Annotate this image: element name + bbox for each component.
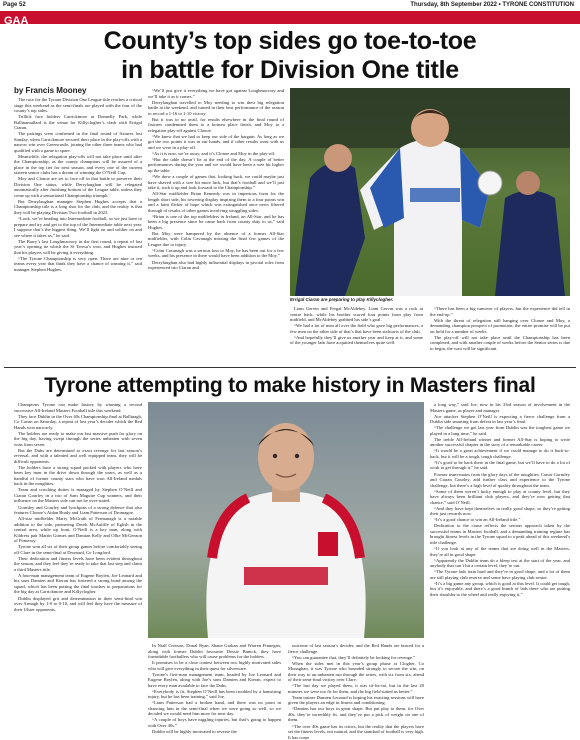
story1-column-4 (430, 306, 570, 363)
article-paragraph: The treble All-Ireland winner and former All-Star is hoping to write another successful chapter in the story of a remarkable career. (430, 436, 570, 448)
article-paragraph: “The challenge we got last year from Dublin was the toughest game we played in a long time,” he said. (430, 425, 570, 436)
article-paragraph: Tyrone’s first-man management team, headed by Joe Leonard and Eugene Boylen, along with Joe’s sons Damien and Kieran, expect to have every man available to face the Dubs. (148, 671, 281, 688)
article-paragraph: “We’ll just give it everything we have got against Loughmacrory and we’ll take it as it comes.” (148, 88, 284, 99)
article-paragraph: a long way,” said Joe, now in his 33rd season of involvement in the Masters game, as player and manager. (430, 402, 570, 413)
tyrone-player-photo (148, 402, 424, 638)
article-paragraph: In Niall Creeson, Donal Ryan, Shane Grahan and Warren Finnegan, along with former Dublin favourite Dessie Bunick, they have formidable footballers who will cause problems for the holders. (148, 643, 281, 659)
story1-column-1 (14, 97, 142, 363)
story1-headline (0, 27, 580, 85)
story2-column-3 (288, 643, 424, 740)
story2-column-4 (430, 402, 570, 733)
article-paragraph: “We had a lot of men all over the field who gave big performances, a few men on the other side of that’s that have been stalwarts of the club. (290, 323, 423, 334)
article-paragraph: The holders have a strong squad packed with players who have been key men in the drive down through the years, as well as a handful of former county stars who have won All-Ireland medals back in the noughties. (14, 464, 142, 487)
story2-headline: Tyrone attempting to make history in Masters final (44, 374, 536, 397)
article-paragraph: But it was to no avail, for results elsewhere in the final round of fixtures condemned them to a bottom place finish, and Moy to a relegation play-off against Clonoe. (148, 116, 284, 133)
issue-date: Thursday, 8th September 2022 • TYRONE CONSTITUTION (410, 2, 574, 8)
article-paragraph: The holders are ready to make our last massive push for glory on the big day, having swept through the series unbeaten with seven wins from seven. (14, 430, 142, 447)
byline: by Francis Mooney (14, 86, 87, 95)
article-paragraph: Team and coaching duties is managed by Stephen O’Neill and Ciaran Gourley in a trio of Sam Maguire Cup winners, and their influence on the Masters side can not be over-stated. (14, 487, 142, 504)
article-paragraph: Dedication to the cause reflects the serious approach taken by the successful teams in Masters football, and a demanding training regime has brought fitness levels in the Tyrone squad to a peak ahead of this weekend’s title challenge. (430, 523, 570, 545)
article-paragraph: The race for the Tyrone Division One League title reaches a critical stage this weekend as the semi-finals are played with the four of the county’s top sides. (14, 97, 142, 113)
story1-column-3 (290, 306, 423, 363)
article-paragraph: With the threat of relegation still hanging over Clonoe and Moy, a demanding champion prospect of promotion, the entire promise will be put on hold for a number of weeks. (430, 317, 570, 334)
article-paragraph: Moy and Clonoe are set to face off in that battle to preserve their Division One status, while Derrylaughan will be relegated automatically after finishing bottom of the League table, unless they come up with a sensational Championship triumph. (14, 176, 142, 198)
article-paragraph: “If you look at any of the teams that are doing well in the Masters, they’re all in good shape. (430, 546, 570, 557)
article-paragraph: “It’s a big game any group, which is good at this level. It could get tough, but it’s enjoyable, and there’s a good bunch of lads there who are putting their shoulder to the wheel and really enjoying it.” (430, 580, 570, 597)
article-paragraph: They face Dublin in the Over 40s Championship final at Ballinagh, Co Cavan on Saturday, a repeat of last year’s decider which the Red Hands won narrowly. (14, 413, 142, 430)
page-header (0, 0, 580, 10)
article-paragraph: Meanwhile, the relegation play-offs will not take place until after the Championship, as the county champions will be assured of a place in the top tier for next season, and every one of the current sixteen senior clubs has a dream of winning the O’Neill Cup. (14, 153, 142, 176)
article-paragraph: “It would be a great achievement if we could manage to do it back-to-back, but it will be a tough, tough challenge. (430, 448, 570, 459)
article-paragraph: When the sides met in this year’s group phase at Clogher, Co Monaghan, it was Tyrone who bounded strongly to secure the win, on their way to an unbeaten run through the series, with six from six, ahead of their semi-final victory over Clare. (288, 660, 424, 683)
article-paragraph: All-star midfielder Marty McGrath of Fermanagh is a notable addition to the side, partnering Derek McAuliffe of Eglish in the central area, while up front, O’Neill is a key man, along with Kildress pair Martin Grimes and Damian Kelly and Ollie McGeeaon of Pomeroy. (14, 516, 142, 544)
article-paragraph: Their dedication and fitness levels have been evident throughout the season, and they feel they’re ready to take that last step and claim a third Masters title. (14, 555, 142, 572)
headline-line: in battle for Division One title (121, 56, 459, 84)
article-paragraph: “The last day we played them, it was tit-for-tat, but in the last 20 minutes we were too fit for them, and the big field suited us better.” (288, 683, 424, 694)
article-paragraph: All-Star midfielder Brian Kennedy was in imperious form for the length short side, his towering display inspiring them to a four points win and a faint flicker of hope which was extinguished once news filtered through of results of other games involving struggling sides. (148, 191, 284, 213)
article-paragraph: “But the table doesn’t lie at the end of the day. A couple of better performances during the year and we would have been a wee bit higher up the table. (148, 156, 284, 173)
article-paragraph: “And they have kept themselves in really good shape, so they’re getting their just rewards now. (430, 505, 570, 517)
article-paragraph: “Colm Cavanagh was a serious loss to Moy, he has been out for a few weeks, and his presence in there would have been addition to the Moy.” (148, 247, 284, 259)
story2-column-1 (14, 402, 142, 732)
article-paragraph: Gormley and Gourley and lynchpins of a strong defence that also features Clonoe’s Aidan Brady and Liam Patterson of Dromagoe. (14, 504, 142, 516)
section-divider (4, 367, 576, 368)
article-paragraph: “Apparently the Dublin team do a bleep test at the start of the year, and anybody that can’t hit a certain level, they’re out. (430, 557, 570, 569)
article-paragraph: Ace attacker Stephen O’Neill is expecting a fierce challenge from a Dublin side smarting from defeat in last year’s final. (430, 413, 570, 425)
article-paragraph: Champions Tyrone can make history by winning a second successive All-Ireland Masters Football title this weekend. (14, 402, 142, 413)
article-paragraph: “Everybody is fit, Stephen O’Neill has been troubled by a hamstring injury, but he has been training,” said Joe. (148, 688, 281, 700)
article-paragraph: “It’s good to be back there in the final game, but we’ll have to do a lot of work to get through it,” he said. (430, 459, 570, 471)
section-label: GAA (4, 15, 29, 27)
article-paragraph: “The over 40s game has its critics, but the reality that the players have set the fitness levels, not natural, and the standard of football is very high. It has come (288, 723, 424, 740)
story2-column-2 (148, 643, 281, 733)
article-paragraph: “A couple of boys have niggling injuries, but that’s going to happen with Over 40s.” (148, 717, 281, 728)
article-paragraph: Derrylaughan also had highly influential displays in pivotal roles from experienced trio Ciaran and (148, 259, 284, 271)
article-paragraph: But Moy were hampered by the absence of a former All-Star midfielder, with Colm Cavanagh missing the final few games of the League due to injury. (148, 230, 284, 247)
article-paragraph: “We knew that we had to keep our side of the bargain. As long as we got the two points it was in our hands, and if other results went with us and we were in a play-off. (148, 133, 284, 150)
article-paragraph: The pairings were confirmed in the final round of fixtures last Sunday, when Carrickmore secured their place in the play-offs with a narrow win over Greencastle, joining the other three teams who had qualified with a game to spare. (14, 131, 142, 153)
article-paragraph: “As it is now, we’re away, and it’s Clonoe and Moy in the play-off. (152, 150, 276, 156)
article-paragraph: “There has been a big turnover of players, but the experience did tell in the end-up.” (430, 306, 570, 317)
article-paragraph: “Damien has our boys in great shape. But put play to them, for Over 40s, they’re incredibly fit, and they’ve put a pick of weight on one of them. (288, 706, 424, 723)
article-paragraph: “Brian is one of the top midfielders in Ireland, an All-Star, and he has been a big presence since he came back from county duty to us,” said Hughes. (148, 213, 284, 230)
article-paragraph: Derrylaughan travelled to Moy needing to win their big relegation battle at the weekend, and turned in their best performance of the season to record a 1-16 to 1-10 victory. (148, 99, 284, 116)
article-paragraph: Liam Gervin and Fergal McAldebey. Liam Gervin was a rock at centre back, while his brother scored four points from play from midfield, and McAldebey grabbed his side’s goal. (290, 306, 423, 322)
article-paragraph: “The Tyrone lads train hard and they’re in good shape, and a lot of them are still playing club reserve and some have playing club senior. (430, 569, 570, 580)
story1-column-2 (148, 88, 284, 363)
page-number: Page 52 (3, 2, 26, 8)
article-paragraph: outcome of last season’s decider, and the Red Hands are braced for a fierce challenge. (288, 643, 424, 654)
article-paragraph: “The Tyrone Championship is very open. There are nine or ten teams every year that think they have a chance of winning it,” said manager Stephen Hughes. (14, 255, 142, 272)
article-paragraph: The play-off will not take place until the Championship has been completed, and with another couple of weeks before the Senior series is due to begin, the wait will be significant. (430, 334, 570, 351)
article-paragraph: But Derrylaughan manager Stephen Hughes accepts that a Championship title is a long shot for the club, and the reality is that they will be playing Division Two football in 2023. (14, 198, 142, 215)
article-paragraph: Team trainer Damien Leonard is hoping his exacting sessions will have given the players an edge in fitness and conditioning. (288, 694, 424, 706)
article-paragraph: Trillick face holders Carrickmore at Donnelly Park, while Ballinamallard is the venue for Killyclogher’s clash with Errigal Ciaran. (14, 114, 142, 131)
article-paragraph: Former team-mates from the glory days of the noughties, Conor Gormley and Ciaran Gourley, add further class and experience to the Tyrone challenge, but there’s a high level of quality throughout the team. (430, 471, 570, 488)
article-paragraph: But the Dubs are determined to exact revenge for last season’s reversal, and with a talented and well equipped team, they will be difficult opponents. (14, 447, 142, 464)
headline-line: County’s top sides go toe-to-toe (103, 27, 477, 55)
section-bar (0, 11, 580, 27)
article-paragraph: “And hopefully they’ll give us another year and keep at it, and some of the younger lads have acquitted themselves quite well. (290, 334, 423, 346)
article-paragraph: “Look, we’re heading into Intermediate football, so we just have to prepare and try and get to the top of the Intermediate table next year. I suppose that’s the biggest thing. We’ll fight on and soldier on and see where it takes us,” he said. (14, 216, 142, 238)
article-paragraph: “Some of them weren’t lucky enough to play at county level, but they have always been brilliant club players, and they’re now getting that chance,” said O’Neill. (430, 488, 570, 505)
article-paragraph: Dublin will be highly motivated to reverse the (152, 729, 237, 735)
gaa-player-photo (290, 88, 570, 296)
article-paragraph: “You can guarantee that, they’ll definitely be looking for revenge.” (292, 654, 416, 660)
article-paragraph: “It’s a good chance to win an All-Ireland title.” (434, 517, 521, 523)
article-paragraph: Tyrone won all six of their group games before comfortably seeing off Clare in the semi-final at Dromard, Co Longford. (14, 544, 142, 555)
article-paragraph: “We drew a couple of games that, looking back, we could maybe just have shaved with a wee bit more luck, but that’s football and we’ll just take it, suck it up and look forward to the Championship.” (148, 174, 284, 191)
article-paragraph: The Barry’s last Loughmacrory in the first round, a repeat of last year’s opening tie which the St Teresa’s won, and Hughes insisted that his players will be giving it everything. (14, 238, 142, 255)
article-paragraph: “Liam Patterson had a broken hand, and there was no point in chancing him in the semi-final when we were going so well, so we decided we would need him more for next day. (148, 700, 281, 717)
article-paragraph: Dublin displayed grit and determination in their semi-final win over Armagh by 1-9 to 0-10, and will feel they have the measure of their Ulster opponents. (14, 595, 142, 612)
article-paragraph: It promises to be a close contest between two highly motivated sides who will give everything in their quest for silverware. (148, 660, 281, 671)
photo-caption: Errigal Ciaran are preparing to play Killyclogher. (290, 297, 394, 302)
article-paragraph: A four-man management team of Eugene Boylen, Joe Leonard and his sons Damien and Kieran has fostered a strong bond among the squad, which has been putting the final touches to preparations for the big day at Carrickmore and Killyclogher. (14, 572, 142, 595)
